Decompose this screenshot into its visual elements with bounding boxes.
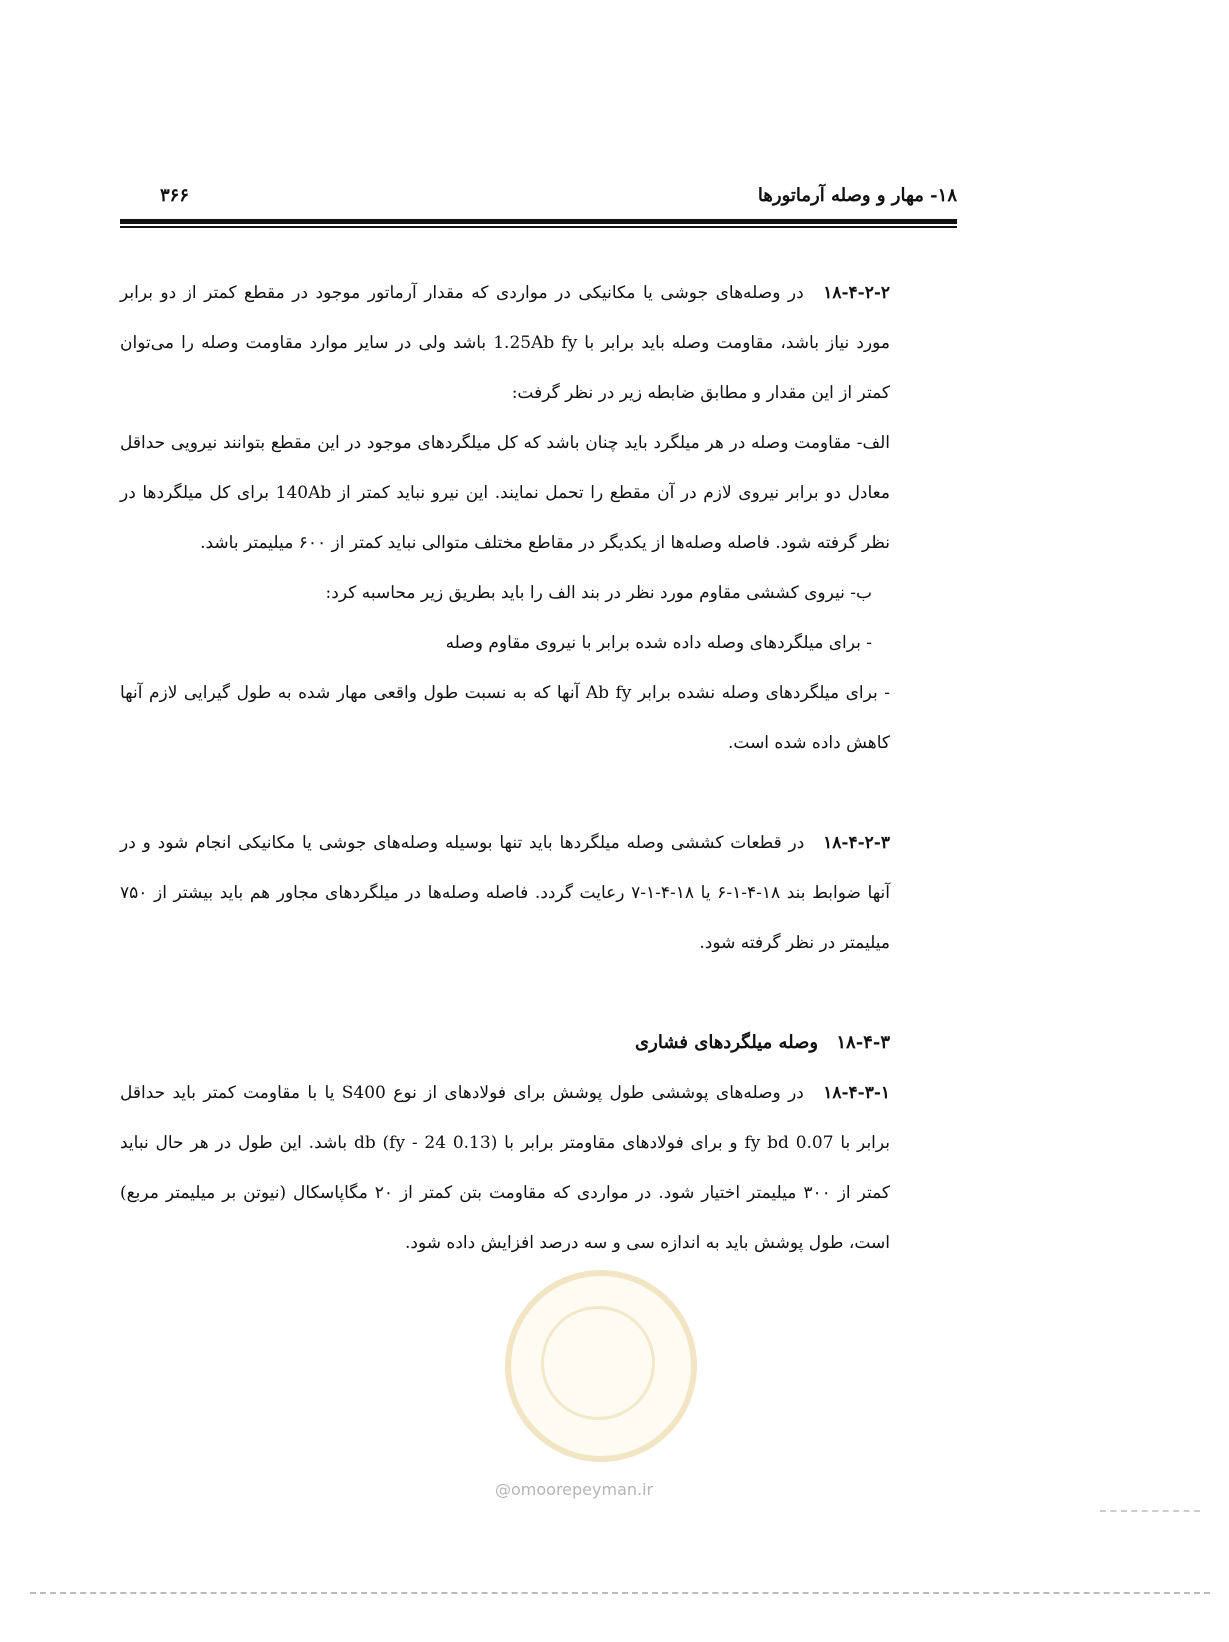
clause-number: ۱۸-۴-۲-۳ <box>823 833 890 853</box>
bullet-spliced: - برای میلگردهای وصله داده شده برابر با نیروی مقاوم وصله <box>445 633 872 653</box>
heading-text: وصله میلگردهای فشاری <box>635 1032 819 1053</box>
text-line: در وصله‌های جوشی یا مکانیکی در مواردی که مقدار آرماتور موجود در <box>292 283 804 303</box>
page-number: ۳۶۶ <box>160 185 190 206</box>
chapter-title: ۱۸- مهار و وصله آرماتورها <box>757 185 957 206</box>
text-line: فاصله وصله‌ها در میلگردهای مجاور هم باید بیشتر از ۷۵۰ میلیمتر در نظر گرفته شود. <box>120 883 890 953</box>
item-be: ب- نیروی کششی مقاوم مورد نظر در بند الف را باید بطریق زیر محاسبه کرد: <box>325 583 872 603</box>
text-line: - برای میلگردهای وصله نشده برابر Ab fy آنها که به نسبت طول واقعی مهار شده به <box>277 683 890 703</box>
watermark-inner-ring <box>541 1306 655 1420</box>
text-line: مقطع بتوانند نیرویی حداقل معادل دو برابر نیروی لازم در آن مقطع را تحمل نمایند. این <box>120 433 890 503</box>
clause-number: ۱۸-۴-۳-۱ <box>823 1083 891 1103</box>
scan-artifact-line <box>30 1592 1210 1594</box>
text-line: باید به اندازه سی و سه درصد افزایش داده شود. <box>405 1233 749 1253</box>
clause-18-4-2-2 <box>120 268 890 418</box>
header-rule-thick <box>120 219 957 224</box>
text-line: در سایر موارد مقاومت وصله را می‌توان کمتر از این مقدار و مطابق ضابطه زیر در نظر <box>120 333 890 403</box>
spacer <box>120 968 890 1018</box>
text-line: مقطع کمتر از دو برابر مورد نیاز باشد، مقاومت وصله باید برابر با 1.25Ab fy باشد ولی <box>120 283 890 353</box>
heading-number: ۱۸-۴-۳ <box>836 1032 890 1053</box>
text-line: یکدیگر در مقاطع مختلف متوالی نباید کمتر از ۶۰۰ میلیمتر باشد. <box>200 533 647 553</box>
spacer <box>120 768 890 818</box>
item-alef <box>120 418 890 568</box>
text-line: مکانیکی انجام شود و در آنها ضوابط بند ۱۸-۴-۱-۶ یا ۱۸-۴-۱-۷ رعایت گردد. <box>120 833 890 903</box>
text-line: طول گیرایی لازم آنها کاهش داده شده است. <box>120 683 890 753</box>
header-rule-thin <box>120 226 957 228</box>
clause-18-4-2-3 <box>120 818 890 968</box>
text-line: در قطعات کششی وصله میلگردها باید تنها بوسیله وصله‌های جوشی یا <box>301 833 805 853</box>
text-line: مواردی که مقاومت بتن کمتر از ۲۰ مگاپاسکال (نیوتن بر میلیمتر مربع) است، طول پوشش <box>120 1183 890 1253</box>
scan-artifact-dashes <box>1100 1510 1200 1512</box>
page-body <box>120 268 890 1268</box>
clause-number: ۱۸-۴-۲-۲ <box>823 283 891 303</box>
text-line: مقاومت کمتر باید حداقل برابر با 0.07 fy bd و برای فولادهای مقاومتر برابر با <box>120 1083 891 1153</box>
bullet-unspliced <box>120 668 890 768</box>
text-line: نیرو نباید کمتر از 140Ab برای کل میلگردها در نظر گرفته شود. فاصله وصله‌ها از <box>120 483 890 553</box>
watermark-seal-icon <box>505 1270 697 1462</box>
section-heading-18-4-3 <box>120 1018 890 1068</box>
text-line: (0.13 fy - 24) db باشد. این طول در هر حال نباید کمتر از ۳۰۰ میلیمتر اختیار شود. در <box>120 1133 891 1203</box>
text-line: در وصله‌های پوششی طول پوشش برای فولادهای از نوع S400 یا با <box>307 1083 804 1103</box>
text-line: الف- مقاومت وصله در هر میلگرد باید چنان باشد که کل میلگردهای موجود در این <box>317 433 890 453</box>
text-line: گرفت: <box>511 383 560 403</box>
clause-18-4-3-1 <box>120 1068 890 1268</box>
watermark-url: @omoorepeyman.ir <box>495 1480 654 1499</box>
